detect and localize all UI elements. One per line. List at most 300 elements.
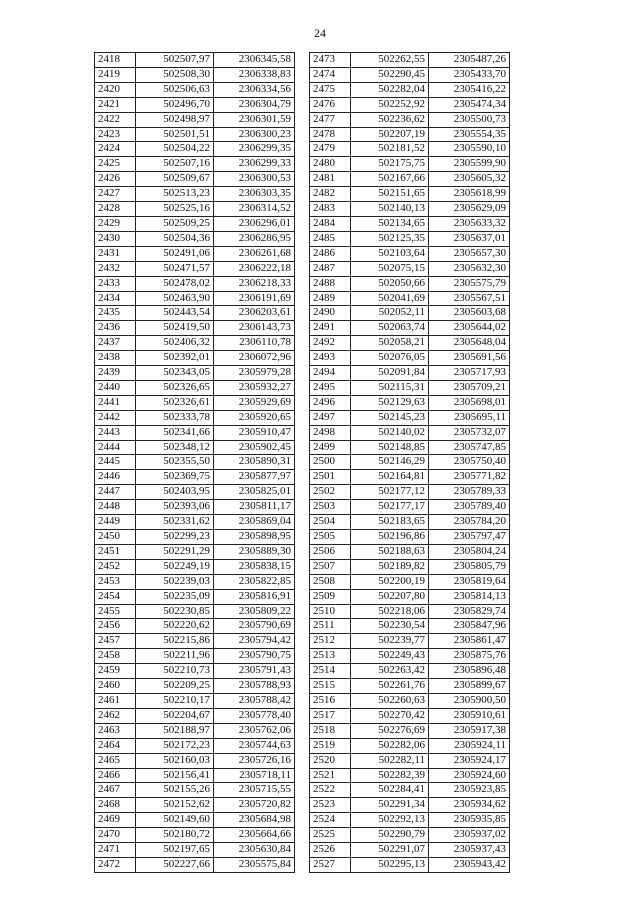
table-row xyxy=(95,768,295,783)
y-coordinate: 2305684,98 xyxy=(214,813,295,828)
x-coordinate: 502261,76 xyxy=(351,679,429,694)
x-coordinate: 502075,15 xyxy=(351,261,429,276)
x-coordinate: 502506,63 xyxy=(136,82,214,97)
x-coordinate: 502403,95 xyxy=(136,485,214,500)
y-coordinate: 2305814,13 xyxy=(429,589,510,604)
table-row xyxy=(310,500,510,515)
x-coordinate: 502478,02 xyxy=(136,276,214,291)
point-number: 2488 xyxy=(310,276,351,291)
y-coordinate: 2305637,01 xyxy=(429,231,510,246)
point-number: 2514 xyxy=(310,664,351,679)
x-coordinate: 502230,54 xyxy=(351,619,429,634)
table-row xyxy=(310,589,510,604)
x-coordinate: 502260,63 xyxy=(351,693,429,708)
point-number: 2419 xyxy=(95,67,136,82)
x-coordinate: 502177,12 xyxy=(351,485,429,500)
y-coordinate: 2305811,17 xyxy=(214,500,295,515)
point-number: 2520 xyxy=(310,753,351,768)
y-coordinate: 2305603,68 xyxy=(429,306,510,321)
x-coordinate: 502263,42 xyxy=(351,664,429,679)
table-row xyxy=(95,843,295,858)
point-number: 2436 xyxy=(95,321,136,336)
point-number: 2526 xyxy=(310,843,351,858)
x-coordinate: 502091,84 xyxy=(351,366,429,381)
table-row xyxy=(310,693,510,708)
table-row xyxy=(95,261,295,276)
x-coordinate: 502063,74 xyxy=(351,321,429,336)
table-row xyxy=(310,813,510,828)
x-coordinate: 502156,41 xyxy=(136,768,214,783)
point-number: 2433 xyxy=(95,276,136,291)
y-coordinate: 2305899,67 xyxy=(429,679,510,694)
table-row xyxy=(310,753,510,768)
y-coordinate: 2305898,95 xyxy=(214,530,295,545)
point-number: 2462 xyxy=(95,708,136,723)
table-row xyxy=(95,306,295,321)
x-coordinate: 502507,16 xyxy=(136,157,214,172)
y-coordinate: 2305896,48 xyxy=(429,664,510,679)
table-row xyxy=(95,679,295,694)
x-coordinate: 502513,23 xyxy=(136,187,214,202)
y-coordinate: 2306222,18 xyxy=(214,261,295,276)
table-row xyxy=(310,380,510,395)
point-number: 2482 xyxy=(310,187,351,202)
y-coordinate: 2305747,85 xyxy=(429,440,510,455)
table-row xyxy=(95,142,295,157)
y-coordinate: 2305487,26 xyxy=(429,53,510,68)
y-coordinate: 2305805,79 xyxy=(429,559,510,574)
y-coordinate: 2306203,61 xyxy=(214,306,295,321)
table-row xyxy=(95,440,295,455)
x-coordinate: 502326,61 xyxy=(136,395,214,410)
y-coordinate: 2306301,59 xyxy=(214,112,295,127)
y-coordinate: 2305794,42 xyxy=(214,634,295,649)
point-number: 2426 xyxy=(95,172,136,187)
x-coordinate: 502284,41 xyxy=(351,783,429,798)
point-number: 2453 xyxy=(95,574,136,589)
point-number: 2522 xyxy=(310,783,351,798)
x-coordinate: 502220,62 xyxy=(136,619,214,634)
x-coordinate: 502333,78 xyxy=(136,410,214,425)
point-number: 2468 xyxy=(95,798,136,813)
y-coordinate: 2305590,10 xyxy=(429,142,510,157)
x-coordinate: 502151,65 xyxy=(351,187,429,202)
point-number: 2517 xyxy=(310,708,351,723)
table-row xyxy=(310,470,510,485)
y-coordinate: 2305567,51 xyxy=(429,291,510,306)
table-row xyxy=(95,559,295,574)
y-coordinate: 2305809,22 xyxy=(214,604,295,619)
x-coordinate: 502167,66 xyxy=(351,172,429,187)
x-coordinate: 502129,63 xyxy=(351,395,429,410)
y-coordinate: 2305709,21 xyxy=(429,380,510,395)
point-number: 2459 xyxy=(95,664,136,679)
point-number: 2460 xyxy=(95,679,136,694)
y-coordinate: 2305889,30 xyxy=(214,544,295,559)
table-row xyxy=(95,380,295,395)
y-coordinate: 2305924,17 xyxy=(429,753,510,768)
x-coordinate: 502200,19 xyxy=(351,574,429,589)
table-row xyxy=(95,351,295,366)
point-number: 2519 xyxy=(310,738,351,753)
table-row xyxy=(310,53,510,68)
x-coordinate: 502282,11 xyxy=(351,753,429,768)
point-number: 2463 xyxy=(95,723,136,738)
point-number: 2518 xyxy=(310,723,351,738)
point-number: 2442 xyxy=(95,410,136,425)
point-number: 2422 xyxy=(95,112,136,127)
y-coordinate: 2305861,47 xyxy=(429,634,510,649)
table-row xyxy=(95,202,295,217)
point-number: 2464 xyxy=(95,738,136,753)
table-row xyxy=(310,723,510,738)
x-coordinate: 502140,02 xyxy=(351,425,429,440)
y-coordinate: 2306072,96 xyxy=(214,351,295,366)
point-number: 2425 xyxy=(95,157,136,172)
x-coordinate: 502145,23 xyxy=(351,410,429,425)
table-row xyxy=(310,857,510,872)
point-number: 2498 xyxy=(310,425,351,440)
table-row xyxy=(95,857,295,872)
point-number: 2508 xyxy=(310,574,351,589)
x-coordinate: 502282,39 xyxy=(351,768,429,783)
table-row xyxy=(310,530,510,545)
x-coordinate: 502050,66 xyxy=(351,276,429,291)
table-row xyxy=(95,336,295,351)
x-coordinate: 502326,65 xyxy=(136,380,214,395)
coordinates-table-left xyxy=(94,52,295,873)
table-row xyxy=(310,768,510,783)
x-coordinate: 502175,75 xyxy=(351,157,429,172)
table-row xyxy=(95,187,295,202)
y-coordinate: 2305924,11 xyxy=(429,738,510,753)
x-coordinate: 502227,66 xyxy=(136,857,214,872)
table-row xyxy=(310,97,510,112)
point-number: 2452 xyxy=(95,559,136,574)
table-row xyxy=(310,559,510,574)
point-number: 2491 xyxy=(310,321,351,336)
y-coordinate: 2305923,85 xyxy=(429,783,510,798)
y-coordinate: 2305599,90 xyxy=(429,157,510,172)
x-coordinate: 502282,06 xyxy=(351,738,429,753)
x-coordinate: 502148,85 xyxy=(351,440,429,455)
point-number: 2477 xyxy=(310,112,351,127)
table-row xyxy=(310,366,510,381)
y-coordinate: 2306300,53 xyxy=(214,172,295,187)
table-row xyxy=(95,783,295,798)
point-number: 2428 xyxy=(95,202,136,217)
point-number: 2418 xyxy=(95,53,136,68)
y-coordinate: 2305869,04 xyxy=(214,515,295,530)
table-row xyxy=(310,828,510,843)
y-coordinate: 2305788,93 xyxy=(214,679,295,694)
x-coordinate: 502210,17 xyxy=(136,693,214,708)
x-coordinate: 502076,05 xyxy=(351,351,429,366)
y-coordinate: 2305924,60 xyxy=(429,768,510,783)
x-coordinate: 502504,36 xyxy=(136,231,214,246)
y-coordinate: 2305575,84 xyxy=(214,857,295,872)
table-row xyxy=(310,82,510,97)
point-number: 2496 xyxy=(310,395,351,410)
y-coordinate: 2306300,23 xyxy=(214,127,295,142)
y-coordinate: 2305633,32 xyxy=(429,216,510,231)
y-coordinate: 2305630,84 xyxy=(214,843,295,858)
y-coordinate: 2305500,73 xyxy=(429,112,510,127)
point-number: 2495 xyxy=(310,380,351,395)
point-number: 2449 xyxy=(95,515,136,530)
y-coordinate: 2305648,04 xyxy=(429,336,510,351)
y-coordinate: 2305790,69 xyxy=(214,619,295,634)
x-coordinate: 502197,65 xyxy=(136,843,214,858)
x-coordinate: 502239,77 xyxy=(351,634,429,649)
table-row xyxy=(95,649,295,664)
table-row xyxy=(310,261,510,276)
table-row xyxy=(95,216,295,231)
point-number: 2486 xyxy=(310,246,351,261)
point-number: 2509 xyxy=(310,589,351,604)
y-coordinate: 2305554,35 xyxy=(429,127,510,142)
point-number: 2525 xyxy=(310,828,351,843)
y-coordinate: 2305935,85 xyxy=(429,813,510,828)
table-row xyxy=(95,723,295,738)
table-row xyxy=(310,112,510,127)
table-row xyxy=(95,530,295,545)
table-row xyxy=(310,395,510,410)
table-row xyxy=(310,410,510,425)
y-coordinate: 2306191,69 xyxy=(214,291,295,306)
table-row xyxy=(310,306,510,321)
table-row xyxy=(310,604,510,619)
y-coordinate: 2305789,40 xyxy=(429,500,510,515)
x-coordinate: 502525,16 xyxy=(136,202,214,217)
y-coordinate: 2305890,31 xyxy=(214,455,295,470)
x-coordinate: 502276,69 xyxy=(351,723,429,738)
table-row xyxy=(95,127,295,142)
y-coordinate: 2306218,33 xyxy=(214,276,295,291)
point-number: 2516 xyxy=(310,693,351,708)
y-coordinate: 2305715,55 xyxy=(214,783,295,798)
point-number: 2503 xyxy=(310,500,351,515)
table-row xyxy=(95,291,295,306)
table-row xyxy=(95,634,295,649)
y-coordinate: 2305717,93 xyxy=(429,366,510,381)
x-coordinate: 502508,30 xyxy=(136,67,214,82)
x-coordinate: 502160,03 xyxy=(136,753,214,768)
x-coordinate: 502115,31 xyxy=(351,380,429,395)
point-number: 2476 xyxy=(310,97,351,112)
table-row xyxy=(310,440,510,455)
y-coordinate: 2305822,85 xyxy=(214,574,295,589)
table-row xyxy=(310,544,510,559)
y-coordinate: 2305877,97 xyxy=(214,470,295,485)
x-coordinate: 502058,21 xyxy=(351,336,429,351)
table-row xyxy=(310,455,510,470)
x-coordinate: 502177,17 xyxy=(351,500,429,515)
x-coordinate: 502140,13 xyxy=(351,202,429,217)
y-coordinate: 2305732,07 xyxy=(429,425,510,440)
x-coordinate: 502155,26 xyxy=(136,783,214,798)
point-number: 2461 xyxy=(95,693,136,708)
x-coordinate: 502172,23 xyxy=(136,738,214,753)
table-row xyxy=(95,500,295,515)
y-coordinate: 2305932,27 xyxy=(214,380,295,395)
table-row xyxy=(310,515,510,530)
x-coordinate: 502291,29 xyxy=(136,544,214,559)
x-coordinate: 502196,86 xyxy=(351,530,429,545)
x-coordinate: 502249,43 xyxy=(351,649,429,664)
point-number: 2490 xyxy=(310,306,351,321)
x-coordinate: 502290,79 xyxy=(351,828,429,843)
table-row xyxy=(95,515,295,530)
table-row xyxy=(310,276,510,291)
table-row xyxy=(95,589,295,604)
y-coordinate: 2305618,99 xyxy=(429,187,510,202)
point-number: 2432 xyxy=(95,261,136,276)
x-coordinate: 502406,32 xyxy=(136,336,214,351)
x-coordinate: 502443,54 xyxy=(136,306,214,321)
x-coordinate: 502270,42 xyxy=(351,708,429,723)
x-coordinate: 502348,12 xyxy=(136,440,214,455)
x-coordinate: 502183,65 xyxy=(351,515,429,530)
y-coordinate: 2305791,43 xyxy=(214,664,295,679)
x-coordinate: 502149,60 xyxy=(136,813,214,828)
point-number: 2493 xyxy=(310,351,351,366)
x-coordinate: 502181,52 xyxy=(351,142,429,157)
table-row xyxy=(310,738,510,753)
point-number: 2431 xyxy=(95,246,136,261)
point-number: 2483 xyxy=(310,202,351,217)
point-number: 2438 xyxy=(95,351,136,366)
table-row xyxy=(95,544,295,559)
x-coordinate: 502299,23 xyxy=(136,530,214,545)
table-row xyxy=(95,231,295,246)
point-number: 2427 xyxy=(95,187,136,202)
point-number: 2499 xyxy=(310,440,351,455)
point-number: 2479 xyxy=(310,142,351,157)
x-coordinate: 502496,70 xyxy=(136,97,214,112)
table-row xyxy=(95,693,295,708)
y-coordinate: 2306143,73 xyxy=(214,321,295,336)
x-coordinate: 502393,06 xyxy=(136,500,214,515)
table-row xyxy=(95,738,295,753)
x-coordinate: 502504,22 xyxy=(136,142,214,157)
y-coordinate: 2305788,42 xyxy=(214,693,295,708)
x-coordinate: 502463,90 xyxy=(136,291,214,306)
point-number: 2467 xyxy=(95,783,136,798)
y-coordinate: 2305838,15 xyxy=(214,559,295,574)
table-row xyxy=(310,664,510,679)
y-coordinate: 2305744,63 xyxy=(214,738,295,753)
y-coordinate: 2305934,62 xyxy=(429,798,510,813)
x-coordinate: 502041,69 xyxy=(351,291,429,306)
x-coordinate: 502210,73 xyxy=(136,664,214,679)
table-row xyxy=(95,172,295,187)
point-number: 2430 xyxy=(95,231,136,246)
point-number: 2435 xyxy=(95,306,136,321)
point-number: 2475 xyxy=(310,82,351,97)
y-coordinate: 2305691,56 xyxy=(429,351,510,366)
table-row xyxy=(310,351,510,366)
x-coordinate: 502290,45 xyxy=(351,67,429,82)
y-coordinate: 2305416,22 xyxy=(429,82,510,97)
point-number: 2521 xyxy=(310,768,351,783)
point-number: 2421 xyxy=(95,97,136,112)
table-row xyxy=(95,708,295,723)
x-coordinate: 502180,72 xyxy=(136,828,214,843)
point-number: 2450 xyxy=(95,530,136,545)
y-coordinate: 2305695,11 xyxy=(429,410,510,425)
x-coordinate: 502152,62 xyxy=(136,798,214,813)
point-number: 2445 xyxy=(95,455,136,470)
x-coordinate: 502262,55 xyxy=(351,53,429,68)
y-coordinate: 2305762,06 xyxy=(214,723,295,738)
point-number: 2501 xyxy=(310,470,351,485)
table-row xyxy=(310,679,510,694)
point-number: 2511 xyxy=(310,619,351,634)
table-row xyxy=(310,291,510,306)
x-coordinate: 502509,67 xyxy=(136,172,214,187)
point-number: 2489 xyxy=(310,291,351,306)
y-coordinate: 2305771,82 xyxy=(429,470,510,485)
point-number: 2440 xyxy=(95,380,136,395)
y-coordinate: 2305979,28 xyxy=(214,366,295,381)
point-number: 2446 xyxy=(95,470,136,485)
point-number: 2473 xyxy=(310,53,351,68)
y-coordinate: 2305784,20 xyxy=(429,515,510,530)
x-coordinate: 502498,97 xyxy=(136,112,214,127)
y-coordinate: 2305629,09 xyxy=(429,202,510,217)
y-coordinate: 2305900,50 xyxy=(429,693,510,708)
table-row xyxy=(95,425,295,440)
x-coordinate: 502236,62 xyxy=(351,112,429,127)
y-coordinate: 2305875,76 xyxy=(429,649,510,664)
x-coordinate: 502252,92 xyxy=(351,97,429,112)
y-coordinate: 2306334,56 xyxy=(214,82,295,97)
point-number: 2470 xyxy=(95,828,136,843)
x-coordinate: 502189,82 xyxy=(351,559,429,574)
y-coordinate: 2305829,74 xyxy=(429,604,510,619)
x-coordinate: 502188,63 xyxy=(351,544,429,559)
point-number: 2420 xyxy=(95,82,136,97)
table-row xyxy=(95,470,295,485)
point-number: 2471 xyxy=(95,843,136,858)
x-coordinate: 502501,51 xyxy=(136,127,214,142)
x-coordinate: 502125,35 xyxy=(351,231,429,246)
table-row xyxy=(310,216,510,231)
point-number: 2469 xyxy=(95,813,136,828)
x-coordinate: 502292,13 xyxy=(351,813,429,828)
table-row xyxy=(95,112,295,127)
table-row xyxy=(95,574,295,589)
point-number: 2447 xyxy=(95,485,136,500)
table-row xyxy=(95,67,295,82)
x-coordinate: 502164,81 xyxy=(351,470,429,485)
table-row xyxy=(310,336,510,351)
table-row xyxy=(95,619,295,634)
x-coordinate: 502239,03 xyxy=(136,574,214,589)
y-coordinate: 2305804,24 xyxy=(429,544,510,559)
x-coordinate: 502282,04 xyxy=(351,82,429,97)
y-coordinate: 2305910,47 xyxy=(214,425,295,440)
table-row xyxy=(95,157,295,172)
point-number: 2487 xyxy=(310,261,351,276)
point-number: 2434 xyxy=(95,291,136,306)
x-coordinate: 502103,64 xyxy=(351,246,429,261)
y-coordinate: 2305575,79 xyxy=(429,276,510,291)
x-coordinate: 502204,67 xyxy=(136,708,214,723)
table-row xyxy=(310,574,510,589)
point-number: 2451 xyxy=(95,544,136,559)
